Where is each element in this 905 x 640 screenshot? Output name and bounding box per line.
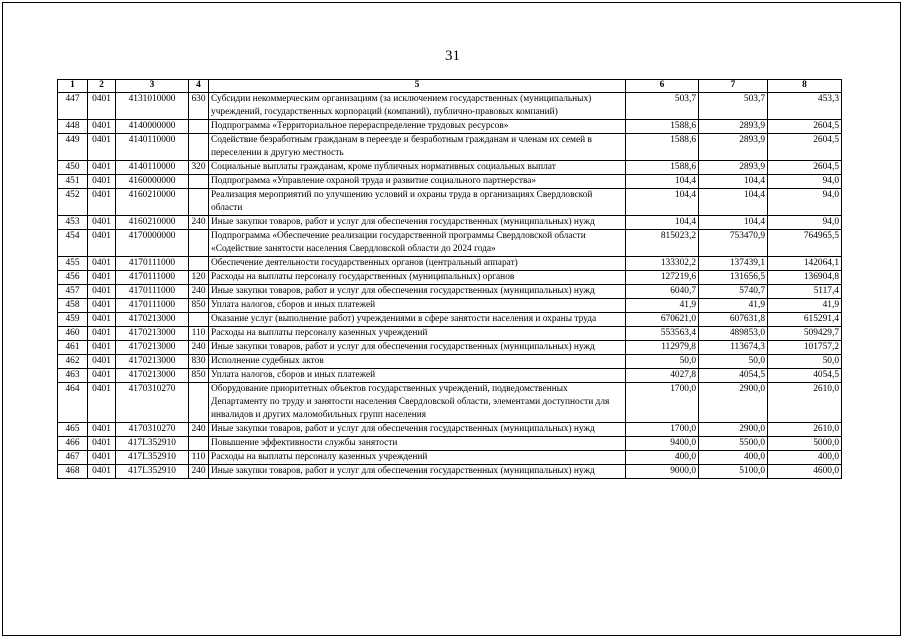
- amount-col-8: 615291,4: [768, 313, 842, 327]
- expense-type: 850: [189, 299, 209, 313]
- amount-col-7: 50,0: [699, 355, 768, 369]
- section-code: 0401: [88, 465, 116, 479]
- amount-col-7: 503,7: [699, 93, 768, 120]
- amount-col-7: 2893,9: [699, 134, 768, 161]
- amount-col-6: 127219,6: [626, 271, 699, 285]
- target-code: 4170111000: [116, 257, 189, 271]
- amount-col-8: 5000,0: [768, 437, 842, 451]
- row-number: 462: [58, 355, 88, 369]
- expense-type: 830: [189, 355, 209, 369]
- table-row: [58, 216, 842, 230]
- budget-table: [57, 79, 842, 479]
- expense-type: 240: [189, 216, 209, 230]
- amount-col-8: 94,0: [768, 189, 842, 216]
- header-row: [58, 80, 842, 93]
- amount-col-6: 4027,8: [626, 369, 699, 383]
- description: Обеспечение деятельности государственных органов (центральный аппарат): [209, 257, 626, 271]
- target-code: 4170213000: [116, 313, 189, 327]
- description: Содействие безработным гражданам в переезде и безработным гражданам и членам их семей в переселении в другую местность: [209, 134, 626, 161]
- amount-col-6: 41,9: [626, 299, 699, 313]
- target-code: 4170213000: [116, 341, 189, 355]
- description: Расходы на выплаты персоналу казенных учреждений: [209, 451, 626, 465]
- expense-type: 240: [189, 285, 209, 299]
- expense-type: [189, 313, 209, 327]
- header-cell: 6: [626, 80, 699, 93]
- amount-col-8: 764965,5: [768, 230, 842, 257]
- amount-col-7: 5500,0: [699, 437, 768, 451]
- amount-col-8: 94,0: [768, 175, 842, 189]
- amount-col-7: 489853,0: [699, 327, 768, 341]
- table-row: [58, 423, 842, 437]
- header-cell: 7: [699, 80, 768, 93]
- section-code: 0401: [88, 299, 116, 313]
- table-row: [58, 465, 842, 479]
- expense-type: [189, 437, 209, 451]
- expense-type: [189, 120, 209, 134]
- amount-col-8: 142064,1: [768, 257, 842, 271]
- description: Расходы на выплаты персоналу казенных учреждений: [209, 327, 626, 341]
- row-number: 450: [58, 161, 88, 175]
- section-code: 0401: [88, 369, 116, 383]
- row-number: 460: [58, 327, 88, 341]
- expense-type: [189, 189, 209, 216]
- amount-col-7: 5740,7: [699, 285, 768, 299]
- section-code: 0401: [88, 285, 116, 299]
- target-code: 4160000000: [116, 175, 189, 189]
- page-number: 31: [445, 48, 460, 64]
- table-row: [58, 369, 842, 383]
- header-cell: 1: [58, 80, 88, 93]
- amount-col-6: 133302,2: [626, 257, 699, 271]
- section-code: 0401: [88, 216, 116, 230]
- table-row: [58, 451, 842, 465]
- amount-col-6: 400,0: [626, 451, 699, 465]
- amount-col-8: 2604,5: [768, 161, 842, 175]
- section-code: 0401: [88, 355, 116, 369]
- amount-col-8: 4054,5: [768, 369, 842, 383]
- target-code: 4170213000: [116, 327, 189, 341]
- target-code: 4160210000: [116, 189, 189, 216]
- amount-col-6: 9400,0: [626, 437, 699, 451]
- description: Подпрограмма «Управление охраной труда и развитие социального партнерства»: [209, 175, 626, 189]
- expense-type: [189, 230, 209, 257]
- target-code: 4140000000: [116, 120, 189, 134]
- expense-type: 110: [189, 451, 209, 465]
- amount-col-6: 112979,8: [626, 341, 699, 355]
- amount-col-7: 2900,0: [699, 383, 768, 423]
- description: Подпрограмма «Обеспечение реализации государственной программы Свердловской области «Содействие занятости населения Свердловской области до 2024 года»: [209, 230, 626, 257]
- header-cell: 5: [209, 80, 626, 93]
- row-number: 449: [58, 134, 88, 161]
- table-row: [58, 355, 842, 369]
- row-number: 456: [58, 271, 88, 285]
- table-row: [58, 161, 842, 175]
- row-number: 465: [58, 423, 88, 437]
- row-number: 458: [58, 299, 88, 313]
- row-number: 453: [58, 216, 88, 230]
- section-code: 0401: [88, 313, 116, 327]
- description: Иные закупки товаров, работ и услуг для обеспечения государственных (муниципальных) нужд: [209, 341, 626, 355]
- expense-type: 630: [189, 93, 209, 120]
- amount-col-8: 101757,2: [768, 341, 842, 355]
- table-row: [58, 134, 842, 161]
- section-code: 0401: [88, 257, 116, 271]
- target-code: 4170111000: [116, 299, 189, 313]
- description: Иные закупки товаров, работ и услуг для обеспечения государственных (муниципальных) нужд: [209, 423, 626, 437]
- target-code: 4170111000: [116, 285, 189, 299]
- amount-col-6: 815023,2: [626, 230, 699, 257]
- row-number: 463: [58, 369, 88, 383]
- amount-col-8: 41,9: [768, 299, 842, 313]
- expense-type: 240: [189, 465, 209, 479]
- amount-col-6: 6040,7: [626, 285, 699, 299]
- section-code: 0401: [88, 161, 116, 175]
- row-number: 454: [58, 230, 88, 257]
- row-number: 466: [58, 437, 88, 451]
- target-code: 417L352910: [116, 451, 189, 465]
- expense-type: [189, 134, 209, 161]
- target-code: 4170310270: [116, 423, 189, 437]
- amount-col-7: 607631,8: [699, 313, 768, 327]
- description: Иные закупки товаров, работ и услуг для обеспечения государственных (муниципальных) нужд: [209, 216, 626, 230]
- table-row: [58, 271, 842, 285]
- amount-col-6: 1700,0: [626, 383, 699, 423]
- section-code: 0401: [88, 423, 116, 437]
- amount-col-7: 5100,0: [699, 465, 768, 479]
- table-row: [58, 285, 842, 299]
- amount-col-7: 113674,3: [699, 341, 768, 355]
- amount-col-6: 1588,6: [626, 161, 699, 175]
- target-code: 417L352910: [116, 465, 189, 479]
- amount-col-7: 41,9: [699, 299, 768, 313]
- amount-col-6: 1588,6: [626, 134, 699, 161]
- target-code: 417L352910: [116, 437, 189, 451]
- section-code: 0401: [88, 327, 116, 341]
- row-number: 461: [58, 341, 88, 355]
- header-cell: 8: [768, 80, 842, 93]
- row-number: 468: [58, 465, 88, 479]
- expense-type: [189, 257, 209, 271]
- amount-col-7: 137439,1: [699, 257, 768, 271]
- amount-col-7: 4054,5: [699, 369, 768, 383]
- table-row: [58, 341, 842, 355]
- description: Иные закупки товаров, работ и услуг для обеспечения государственных (муниципальных) нужд: [209, 285, 626, 299]
- section-code: 0401: [88, 437, 116, 451]
- description: Повышение эффективности службы занятости: [209, 437, 626, 451]
- table-row: [58, 230, 842, 257]
- section-code: 0401: [88, 271, 116, 285]
- amount-col-6: 104,4: [626, 216, 699, 230]
- row-number: 459: [58, 313, 88, 327]
- amount-col-6: 104,4: [626, 175, 699, 189]
- amount-col-8: 4600,0: [768, 465, 842, 479]
- amount-col-8: 2610,0: [768, 383, 842, 423]
- expense-type: 850: [189, 369, 209, 383]
- expense-type: 110: [189, 327, 209, 341]
- expense-type: 320: [189, 161, 209, 175]
- header-cell: 4: [189, 80, 209, 93]
- section-code: 0401: [88, 175, 116, 189]
- amount-col-8: 50,0: [768, 355, 842, 369]
- amount-col-8: 2604,5: [768, 134, 842, 161]
- table-row: [58, 299, 842, 313]
- table-row: [58, 257, 842, 271]
- row-number: 457: [58, 285, 88, 299]
- row-number: 447: [58, 93, 88, 120]
- section-code: 0401: [88, 451, 116, 465]
- description: Субсидии некоммерческим организациям (за исключением государственных (муниципальных) учреждений, государственных корпораций (компаний), публично-правовых компаний): [209, 93, 626, 120]
- amount-col-8: 453,3: [768, 93, 842, 120]
- description: Расходы на выплаты персоналу государственных (муниципальных) органов: [209, 271, 626, 285]
- description: Подпрограмма «Территориальное перераспределение трудовых ресурсов»: [209, 120, 626, 134]
- row-number: 467: [58, 451, 88, 465]
- table-row: [58, 327, 842, 341]
- row-number: 452: [58, 189, 88, 216]
- row-number: 464: [58, 383, 88, 423]
- section-code: 0401: [88, 189, 116, 216]
- amount-col-7: 104,4: [699, 175, 768, 189]
- description: Исполнение судебных актов: [209, 355, 626, 369]
- amount-col-6: 1700,0: [626, 423, 699, 437]
- description: Уплата налогов, сборов и иных платежей: [209, 299, 626, 313]
- amount-col-7: 104,4: [699, 216, 768, 230]
- section-code: 0401: [88, 93, 116, 120]
- expense-type: 240: [189, 423, 209, 437]
- amount-col-7: 753470,9: [699, 230, 768, 257]
- amount-col-7: 2893,9: [699, 161, 768, 175]
- target-code: 4140110000: [116, 134, 189, 161]
- target-code: 4131010000: [116, 93, 189, 120]
- amount-col-6: 553563,4: [626, 327, 699, 341]
- expense-type: [189, 383, 209, 423]
- table-row: [58, 313, 842, 327]
- amount-col-8: 136904,8: [768, 271, 842, 285]
- section-code: 0401: [88, 134, 116, 161]
- description: Социальные выплаты гражданам, кроме публичных нормативных социальных выплат: [209, 161, 626, 175]
- section-code: 0401: [88, 230, 116, 257]
- expense-type: [189, 175, 209, 189]
- amount-col-6: 50,0: [626, 355, 699, 369]
- table-row: [58, 93, 842, 120]
- amount-col-6: 503,7: [626, 93, 699, 120]
- target-code: 4170000000: [116, 230, 189, 257]
- amount-col-6: 670621,0: [626, 313, 699, 327]
- target-code: 4140110000: [116, 161, 189, 175]
- amount-col-8: 2604,5: [768, 120, 842, 134]
- amount-col-8: 94,0: [768, 216, 842, 230]
- target-code: 4170310270: [116, 383, 189, 423]
- amount-col-6: 9000,0: [626, 465, 699, 479]
- description: Уплата налогов, сборов и иных платежей: [209, 369, 626, 383]
- amount-col-6: 104,4: [626, 189, 699, 216]
- amount-col-8: 5117,4: [768, 285, 842, 299]
- target-code: 4170213000: [116, 369, 189, 383]
- expense-type: 240: [189, 341, 209, 355]
- amount-col-8: 400,0: [768, 451, 842, 465]
- description: Иные закупки товаров, работ и услуг для обеспечения государственных (муниципальных) нужд: [209, 465, 626, 479]
- description: Реализация мероприятий по улучшению условий и охраны труда в организациях Свердловской области: [209, 189, 626, 216]
- table-row: [58, 175, 842, 189]
- target-code: 4160210000: [116, 216, 189, 230]
- header-cell: 3: [116, 80, 189, 93]
- description: Оказание услуг (выполнение работ) учреждениями в сфере занятости населения и охраны труда: [209, 313, 626, 327]
- section-code: 0401: [88, 120, 116, 134]
- row-number: 455: [58, 257, 88, 271]
- table-row: [58, 120, 842, 134]
- table-row: [58, 189, 842, 216]
- section-code: 0401: [88, 341, 116, 355]
- amount-col-7: 104,4: [699, 189, 768, 216]
- amount-col-7: 2893,9: [699, 120, 768, 134]
- amount-col-7: 400,0: [699, 451, 768, 465]
- description: Оборудование приоритетных объектов государственных учреждений, подведомственных Департаменту по труду и занятости населения Свердловской области, элементами доступности для инвалидов и других маломобильных групп населения: [209, 383, 626, 423]
- row-number: 448: [58, 120, 88, 134]
- target-code: 4170213000: [116, 355, 189, 369]
- section-code: 0401: [88, 383, 116, 423]
- amount-col-7: 2900,0: [699, 423, 768, 437]
- amount-col-7: 131656,5: [699, 271, 768, 285]
- target-code: 4170111000: [116, 271, 189, 285]
- table-row: [58, 437, 842, 451]
- header-cell: 2: [88, 80, 116, 93]
- amount-col-6: 1588,6: [626, 120, 699, 134]
- expense-type: 120: [189, 271, 209, 285]
- row-number: 451: [58, 175, 88, 189]
- amount-col-8: 2610,0: [768, 423, 842, 437]
- table-row: [58, 383, 842, 423]
- amount-col-8: 509429,7: [768, 327, 842, 341]
